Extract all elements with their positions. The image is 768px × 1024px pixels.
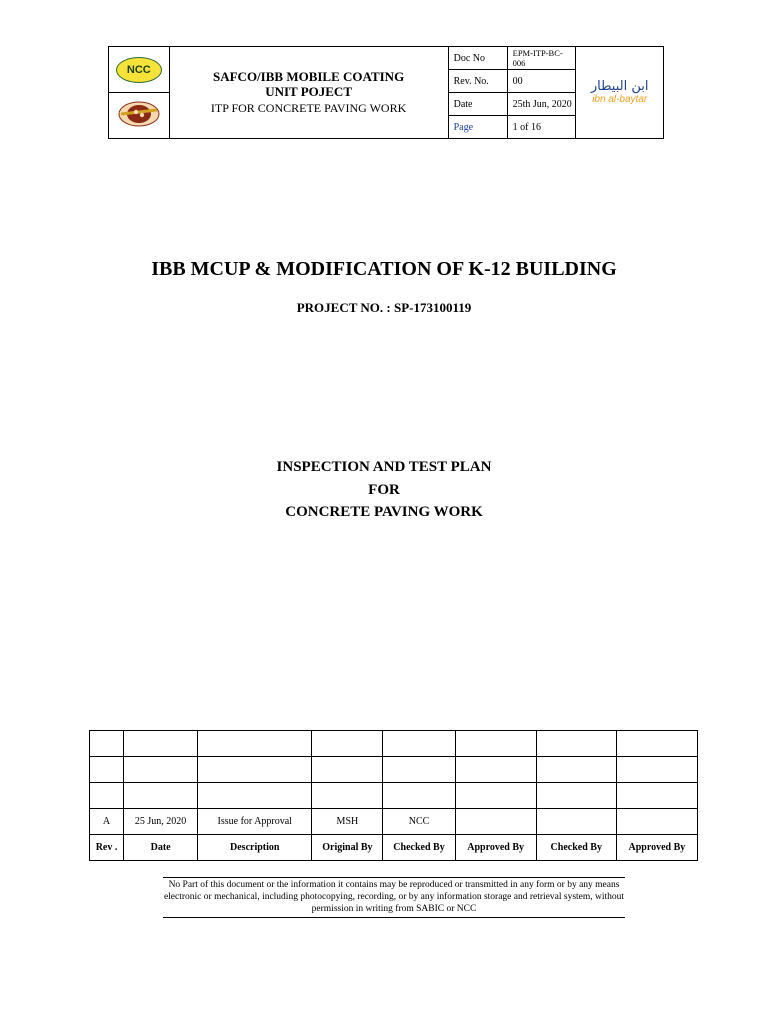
header-checked-by: Checked By — [383, 835, 455, 861]
ncc-logo-cell — [109, 47, 170, 93]
rev-no-label: Rev. No. — [448, 70, 507, 93]
checked-by-cell: NCC — [383, 809, 455, 835]
project-title: IBB MCUP & MODIFICATION OF K-12 BUILDING — [151, 258, 617, 280]
plan-title-line-1: INSPECTION AND TEST PLAN — [276, 459, 492, 475]
plan-title-line-3: CONCRETE PAVING WORK — [285, 504, 483, 520]
revision-row — [90, 731, 698, 757]
doc-no-label: Doc No — [448, 47, 507, 70]
header-approved-by: Approved By — [455, 835, 536, 861]
revision-header-row — [90, 835, 698, 861]
description-cell — [198, 757, 312, 783]
header-description: Description — [198, 835, 312, 861]
header-rev: Rev . — [90, 835, 124, 861]
plan-title — [0, 456, 768, 524]
checked-by-cell — [383, 783, 455, 809]
plan-title-line-2: FOR — [368, 481, 400, 498]
description-cell — [198, 731, 312, 757]
doc-no-value: EPM-ITP-BC-006 — [507, 47, 576, 70]
description-cell — [198, 783, 312, 809]
approved-by-cell-2 — [616, 809, 697, 835]
rev-cell — [90, 731, 124, 757]
header-checked-by-2: Checked By — [536, 835, 616, 861]
checked-by-cell-2 — [536, 731, 616, 757]
ncc-logo: NCC — [116, 57, 162, 83]
approved-by-cell — [455, 731, 536, 757]
date-label: Date — [448, 93, 507, 116]
rev-cell — [90, 757, 124, 783]
document-title-cell — [169, 47, 448, 139]
header-original-by: Original By — [312, 835, 383, 861]
approved-by-cell — [455, 783, 536, 809]
approved-by-cell — [455, 757, 536, 783]
project-number: PROJECT NO. : SP-173100119 — [296, 300, 472, 315]
revision-row — [90, 783, 698, 809]
date-value: 25th Jun, 2020 — [507, 93, 576, 116]
approved-by-cell-2 — [616, 757, 697, 783]
date-cell — [124, 783, 198, 809]
revision-row — [90, 809, 698, 835]
revision-row — [90, 757, 698, 783]
company-line-1: SAFCO/IBB MOBILE COATING — [213, 69, 405, 84]
checked-by-cell-2 — [536, 757, 616, 783]
checked-by-cell — [383, 757, 455, 783]
header-approved-by-2: Approved By — [616, 835, 697, 861]
original-by-cell — [312, 757, 383, 783]
page-label: Page — [448, 116, 507, 139]
date-cell — [124, 757, 198, 783]
original-by-cell: MSH — [312, 809, 383, 835]
original-by-cell — [312, 731, 383, 757]
header-date: Date — [124, 835, 198, 861]
copyright-disclaimer: No Part of this document or the information it contains may be reproduced or transmitted in any form or by any means electronic or mechanical, including photocopying, recording, or by any information storage and retrieval system, without permission in writing from SABIC or NCC — [163, 877, 625, 918]
checked-by-cell-2 — [536, 783, 616, 809]
rev-no-value: 00 — [507, 70, 576, 93]
page-value: 1 of 16 — [507, 116, 576, 139]
ms-logo-cell — [109, 93, 170, 139]
revision-table — [89, 730, 698, 861]
approved-by-cell-2 — [616, 731, 697, 757]
document-header — [108, 46, 664, 139]
date-cell — [124, 731, 198, 757]
rev-cell — [90, 783, 124, 809]
checked-by-cell — [383, 731, 455, 757]
checked-by-cell-2 — [536, 809, 616, 835]
description-cell: Issue for Approval — [198, 809, 312, 835]
brand-logo-cell — [576, 47, 664, 139]
rev-cell: A — [90, 809, 124, 835]
ibn-al-baytar-arabic-logo: ابن البيطار — [590, 78, 649, 94]
ms-emblem-logo — [117, 100, 161, 126]
date-cell: 25 Jun, 2020 — [124, 809, 198, 835]
ibn-al-baytar-english-logo: ibn al-baytar — [592, 93, 648, 105]
company-line-2: UNIT POJECT — [265, 84, 352, 99]
original-by-cell — [312, 783, 383, 809]
document-type: ITP FOR CONCRETE PAVING WORK — [210, 101, 407, 115]
approved-by-cell — [455, 809, 536, 835]
approved-by-cell-2 — [616, 783, 697, 809]
